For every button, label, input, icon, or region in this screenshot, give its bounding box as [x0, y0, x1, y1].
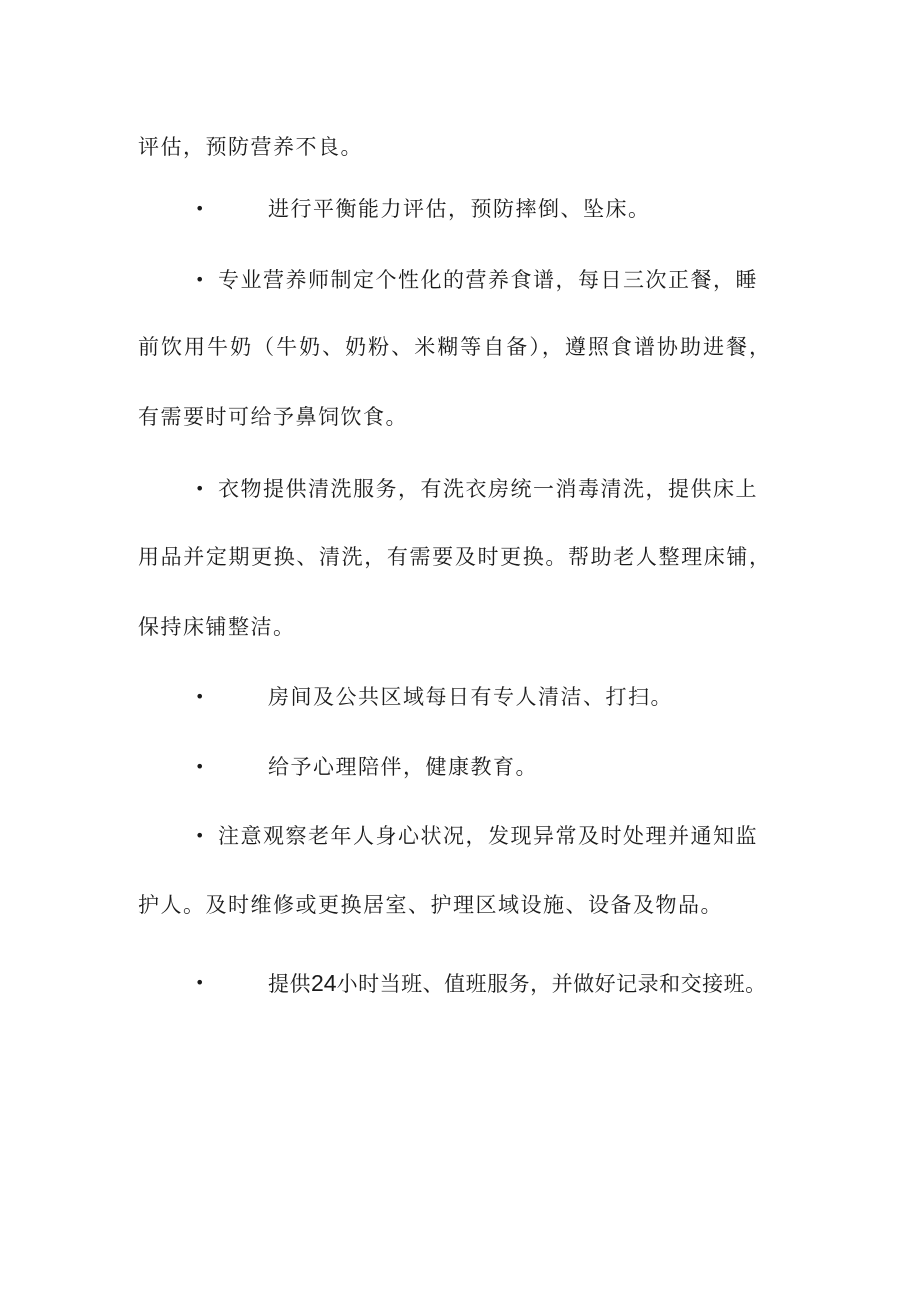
paragraph-line: [0, 607, 920, 647]
list-item: [0, 677, 920, 717]
paragraph-text: 评估，预防营养不良。: [138, 135, 363, 159]
list-item-text-before: 提供: [268, 972, 311, 996]
paragraph-line: [0, 327, 920, 367]
list-item-text: 衣物提供清洗服务，有洗衣房统一消毒清洗，提供床上: [218, 477, 758, 501]
list-item-text-after: 小时当班、值班服务，并做好记录和交接班。: [336, 972, 767, 996]
paragraph-text: 保持床铺整洁。: [138, 615, 296, 639]
list-item-text: 专业营养师制定个性化的营养食谱，每日三次正餐，睡: [218, 268, 758, 292]
paragraph-line: [0, 397, 920, 437]
paragraph-line: [0, 537, 920, 577]
bullet-icon: •: [195, 826, 206, 845]
list-item-text: 房间及公共区域每日有专人清洁、打扫。: [268, 685, 673, 709]
list-item: [0, 189, 920, 229]
list-item: [0, 963, 920, 1003]
bullet-icon: •: [195, 479, 206, 498]
bullet-icon: •: [195, 757, 206, 776]
paragraph-text: 用品并定期更换、清洗，有需要及时更换。帮助老人整理床铺，: [138, 545, 770, 569]
list-item: [0, 260, 920, 300]
list-item-text: 注意观察老年人身心状况，发现异常及时处理并通知监: [218, 824, 758, 848]
paragraph-text: 护人。及时维修或更换居室、护理区域设施、设备及物品。: [138, 893, 723, 917]
paragraph-line: [0, 127, 920, 167]
list-item: [0, 469, 920, 509]
hours-number: 24: [311, 970, 337, 996]
paragraph-text: 有需要时可给予鼻饲饮食。: [138, 405, 408, 429]
bullet-icon: •: [195, 687, 206, 706]
list-item-text: 给予心理陪伴，健康教育。: [268, 755, 538, 779]
bullet-icon: •: [195, 270, 206, 289]
list-item: [0, 816, 920, 856]
paragraph-line: [0, 885, 920, 925]
paragraph-text: 前饮用牛奶（牛奶、奶粉、米糊等自备），遵照食谱协助进餐，: [138, 335, 770, 359]
list-item-text: 进行平衡能力评估，预防摔倒、坠床。: [268, 197, 651, 221]
bullet-icon: •: [195, 973, 205, 992]
bullet-icon: •: [195, 199, 206, 218]
list-item: [0, 747, 920, 787]
list-item-text: [268, 963, 767, 1004]
